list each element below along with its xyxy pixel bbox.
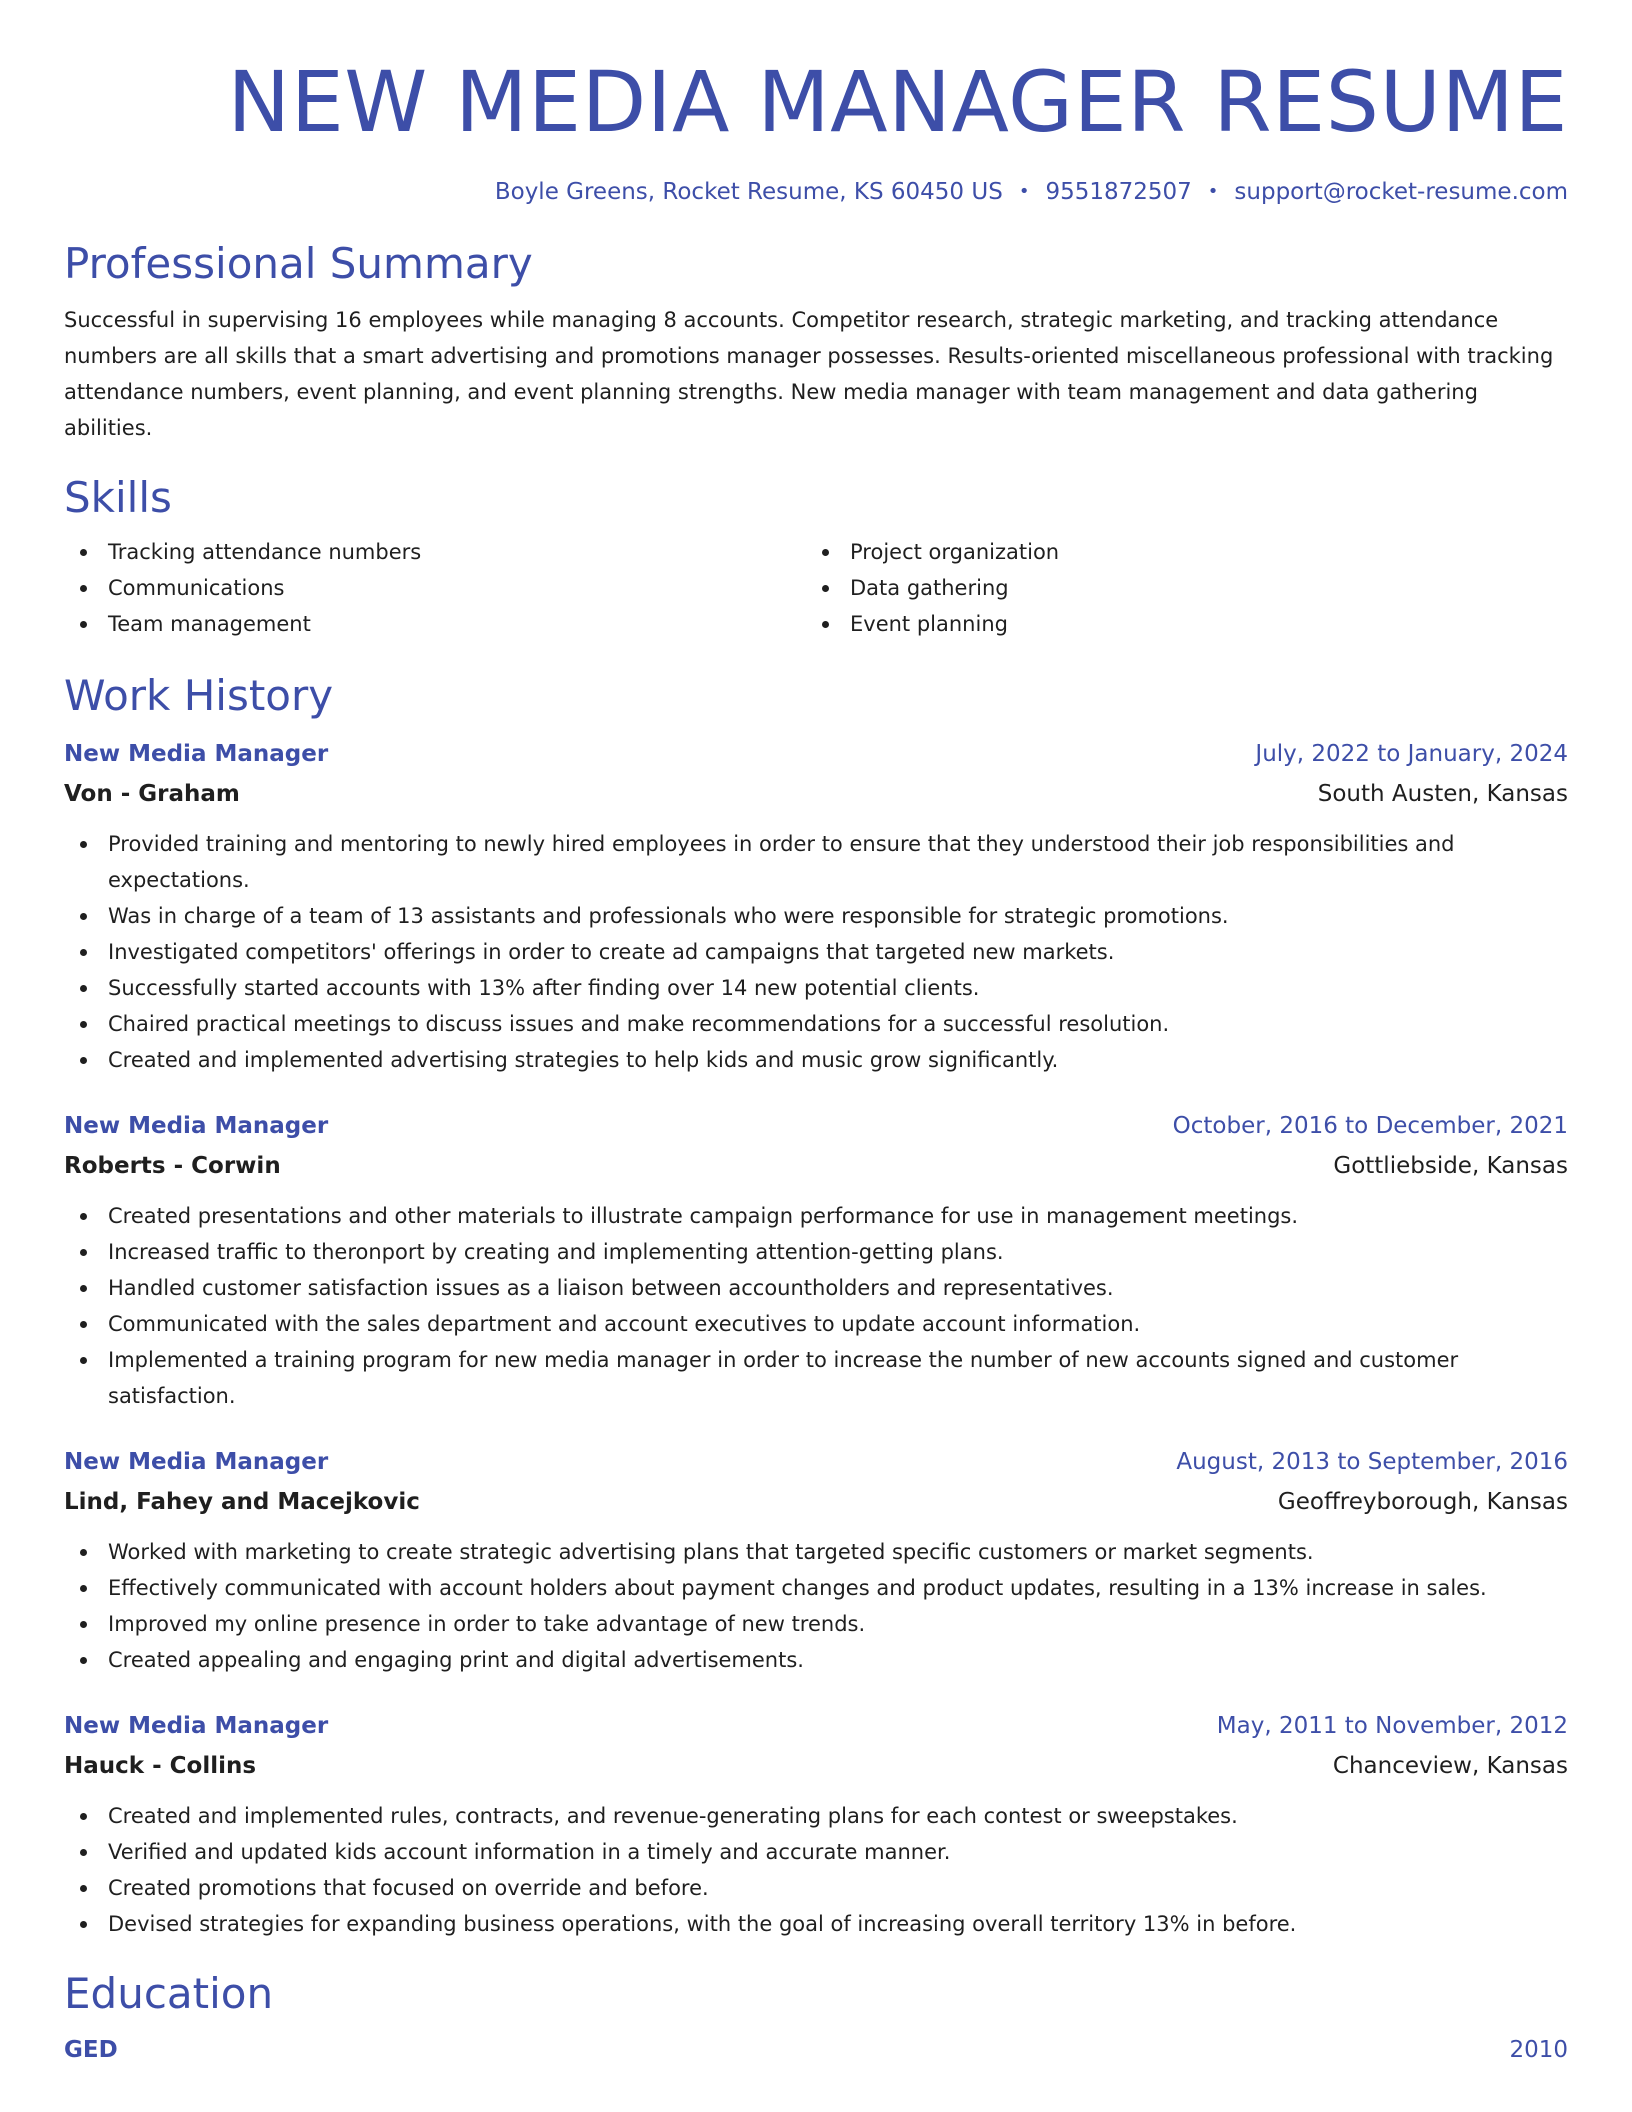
job-bullet: Was in charge of a team of 13 assistants and professionals who were responsible for strategic promotions. (64, 898, 1568, 934)
job-bullet: Chaired practical meetings to discuss issues and make recommendations for a successful resolution. (64, 1006, 1568, 1042)
job-location: Chanceview, Kansas (1332, 1753, 1568, 1779)
skills-list (64, 534, 1568, 642)
job-bullet: Successfully started accounts with 13% after finding over 14 new potential clients. (64, 970, 1568, 1006)
skills-column-left (64, 534, 806, 642)
job-company: Von - Graham (64, 781, 240, 807)
job-header (64, 1108, 1568, 1144)
skill-item: Team management (64, 606, 806, 642)
job-location: Geoffreyborough, Kansas (1277, 1489, 1568, 1515)
skills-column-right (806, 534, 1548, 642)
job-bullet: Devised strategies for expanding business operations, with the goal of increasing overall territory 13% in before. (64, 1906, 1568, 1942)
job-header (64, 1708, 1568, 1744)
job-bullet: Verified and updated kids account information in a timely and accurate manner. (64, 1834, 1568, 1870)
job-bullet: Created and implemented advertising strategies to help kids and music grow significantly. (64, 1042, 1568, 1078)
education-degree: GED (64, 2037, 118, 2063)
contact-address: Boyle Greens, Rocket Resume, KS 60450 US (494, 179, 1003, 205)
job-bullet: Investigated competitors' offerings in order to create ad campaigns that targeted new markets. (64, 934, 1568, 970)
summary-text: Successful in supervising 16 employees while managing 8 accounts. Competitor research, strategic marketing, and tracking attendance numbers are all skills that a smart advertising and promotions manager possesses. Results-oriented miscellaneous professional with tracking attendance numbers, event planning, and event planning strengths. New media manager with team management and data gathering abilities. (64, 308, 1554, 440)
skill-item: Data gathering (806, 570, 1548, 606)
job-bullet: Worked with marketing to create strategic advertising plans that targeted specific customers or market segments. (64, 1534, 1568, 1570)
contact-line (64, 176, 1568, 208)
job-bullet: Implemented a training program for new media manager in order to increase the number of new accounts signed and customer satisfaction. (64, 1342, 1568, 1414)
job-bullet: Increased traffic to theronport by creating and implementing attention-getting plans. (64, 1234, 1568, 1270)
job-bullet: Provided training and mentoring to newly hired employees in order to ensure that they understood their job responsibilities and expectations. (64, 826, 1568, 898)
job-bullet: Handled customer satisfaction issues as a liaison between accountholders and representatives. (64, 1270, 1568, 1306)
job-subheader (64, 1748, 1568, 1784)
work-history-heading: Work History (64, 671, 334, 720)
skill-item: Project organization (806, 534, 1548, 570)
skills-heading: Skills (64, 473, 172, 522)
job-bullets (64, 1198, 1568, 1414)
job-bullet: Communicated with the sales department and account executives to update account information. (64, 1306, 1568, 1342)
contact-separator: • (1018, 181, 1030, 202)
education-entry (64, 2032, 1568, 2068)
job-bullets (64, 826, 1568, 1078)
job-header (64, 736, 1568, 772)
skill-item: Communications (64, 570, 806, 606)
contact-phone: 9551872507 (1045, 179, 1192, 205)
summary-heading: Professional Summary (64, 239, 533, 288)
job-entry (64, 1444, 1568, 1678)
resume-title: NEW MEDIA MANAGER RESUME (227, 53, 1568, 151)
job-bullets (64, 1798, 1568, 1942)
skill-item: Tracking attendance numbers (64, 534, 806, 570)
job-dates: October, 2016 to December, 2021 (1172, 1113, 1568, 1139)
job-company: Hauck - Collins (64, 1753, 257, 1779)
job-header (64, 1444, 1568, 1480)
job-bullet: Improved my online presence in order to take advantage of new trends. (64, 1606, 1568, 1642)
job-entry (64, 1108, 1568, 1414)
education-year: 2010 (1509, 2037, 1568, 2063)
job-dates: July, 2022 to January, 2024 (1255, 741, 1568, 767)
job-title: New Media Manager (64, 1713, 329, 1739)
job-bullet: Created and implemented rules, contracts, and revenue-generating plans for each contest or sweepstakes. (64, 1798, 1568, 1834)
job-bullet: Effectively communicated with account holders about payment changes and product updates, resulting in a 13% increase in sales. (64, 1570, 1568, 1606)
job-subheader (64, 1484, 1568, 1520)
job-location: South Austen, Kansas (1317, 781, 1568, 807)
job-subheader (64, 776, 1568, 812)
education-heading: Education (64, 1969, 274, 2018)
job-company: Lind, Fahey and Macejkovic (64, 1489, 420, 1515)
contact-email: support@rocket-resume.com (1234, 179, 1568, 205)
job-bullet: Created promotions that focused on override and before. (64, 1870, 1568, 1906)
job-bullet: Created presentations and other materials to illustrate campaign performance for use in management meetings. (64, 1198, 1568, 1234)
job-dates: May, 2011 to November, 2012 (1216, 1713, 1568, 1739)
job-location: Gottliebside, Kansas (1333, 1153, 1568, 1179)
job-entry (64, 736, 1568, 1078)
job-title: New Media Manager (64, 1449, 329, 1475)
contact-separator: • (1207, 181, 1219, 202)
job-title: New Media Manager (64, 1113, 329, 1139)
job-bullet: Created appealing and engaging print and digital advertisements. (64, 1642, 1568, 1678)
job-entry (64, 1708, 1568, 1942)
job-company: Roberts - Corwin (64, 1153, 281, 1179)
job-subheader (64, 1148, 1568, 1184)
job-dates: August, 2013 to September, 2016 (1176, 1449, 1568, 1475)
job-bullets (64, 1534, 1568, 1678)
skill-item: Event planning (806, 606, 1548, 642)
job-title: New Media Manager (64, 741, 329, 767)
